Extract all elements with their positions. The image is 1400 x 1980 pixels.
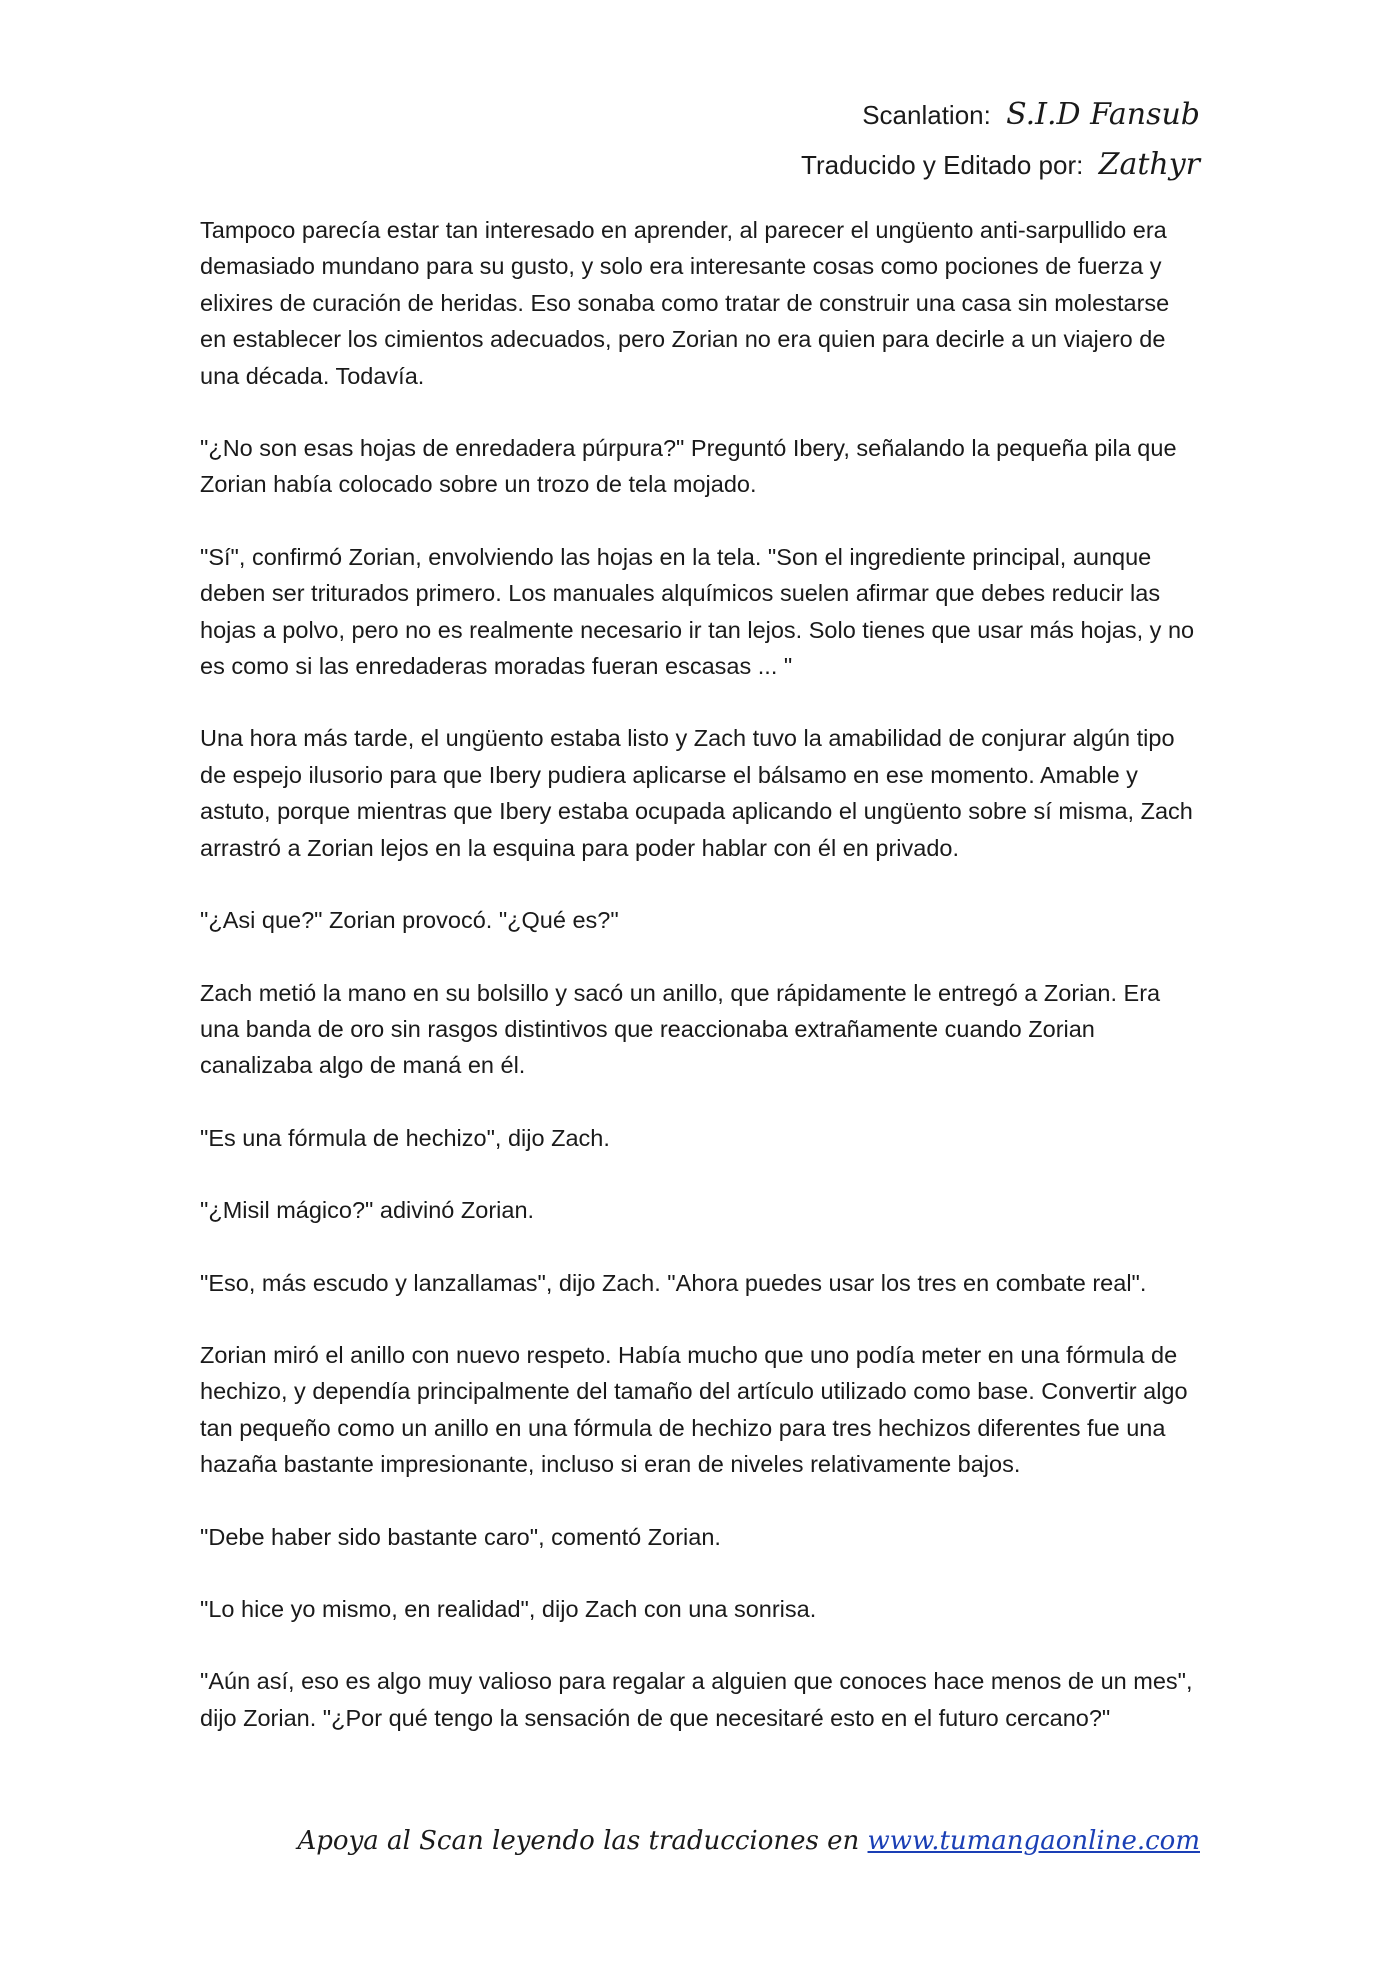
paragraph: "¿Asi que?" Zorian provocó. "¿Qué es?" [200,907,619,934]
translator-label: Traducido y Editado por: [801,150,1084,180]
scanlation-group: S.I.D Fansub [1006,97,1200,132]
footer-text: Apoya al Scan leyendo las traducciones en [297,1826,860,1856]
paragraph: "Debe haber sido bastante caro", comentó Zorian. [200,1523,721,1550]
paragraph: "Aún así, eso es algo muy valioso para regalar a alguien que conoces hace menos de un mes", dijo Zorian. "¿Por qué tengo la sensación de que necesitaré esto en el futuro cercano?" [200,1668,1193,1731]
paragraph: "Eso, más escudo y lanzallamas", dijo Zach. "Ahora puedes usar los tres en combate real". [200,1269,1147,1296]
paragraph: Una hora más tarde, el ungüento estaba listo y Zach tuvo la amabilidad de conjurar algún tipo de espejo ilusorio para que Ibery pudiera aplicarse el bálsamo en ese momento. Amable y astuto, porque mientras que Ibery estaba ocupada aplicando el ungüento sobre sí misma, Zach arrastró a Zorian lejos en la esquina para poder hablar con él en privado. [200,725,1193,861]
translator-name: Zathyr [1098,147,1200,182]
paragraph: Zach metió la mano en su bolsillo y sacó un anillo, que rápidamente le entregó a Zorian. Era una banda de oro sin rasgos distintivos que reaccionaba extrañamente cuando Zorian canalizaba algo de maná en él. [200,979,1161,1079]
paragraph: "Es una fórmula de hechizo", dijo Zach. [200,1124,610,1151]
support-footer [298,1826,1200,1856]
translator-credit [801,140,1200,190]
paragraph: "Sí", confirmó Zorian, envolviendo las hojas en la tela. "Son el ingrediente principal, aunque deben ser triturados primero. Los manuales alquímicos suelen afirmar que debes reducir las hojas a polvo, pero no es realmente necesario ir tan lejos. Solo tienes que usar más hojas, y no es como si las enredaderas moradas fueran escasas ... " [200,543,1195,680]
site-link[interactable]: www.tumangaonline.com [867,1826,1200,1856]
story-body [200,212,1200,1772]
paragraph: Tampoco parecía estar tan interesado en aprender, al parecer el ungüento anti-sarpullido era demasiado mundano para su gusto, y solo era interesante cosas como pociones de fuerza y elixires de curación de heridas. Eso sonaba como tratar de construir una casa sin molestarse en establecer los cimientos adecuados, pero Zorian no era quien para decirle a un viajero de una década. Todavía. [200,217,1170,389]
scanlation-credit [801,90,1200,140]
paragraph: "¿No son esas hojas de enredadera púrpura?" Preguntó Ibery, señalando la pequeña pila que Zorian había colocado sobre un trozo de tela mojado. [200,435,1177,498]
scanlation-label: Scanlation: [862,100,991,130]
credits-header [801,90,1200,190]
paragraph: "¿Misil mágico?" adivinó Zorian. [200,1197,535,1224]
paragraph: "Lo hice yo mismo, en realidad", dijo Zach con una sonrisa. [200,1595,817,1622]
paragraph: Zorian miró el anillo con nuevo respeto. Había mucho que uno podía meter en una fórmula de hechizo, y dependía principalmente del tamaño del artículo utilizado como base. Convertir algo tan pequeño como un anillo en una fórmula de hechizo para tres hechizos diferentes fue una hazaña bastante impresionante, incluso si eran de niveles relativamente bajos. [200,1341,1188,1478]
